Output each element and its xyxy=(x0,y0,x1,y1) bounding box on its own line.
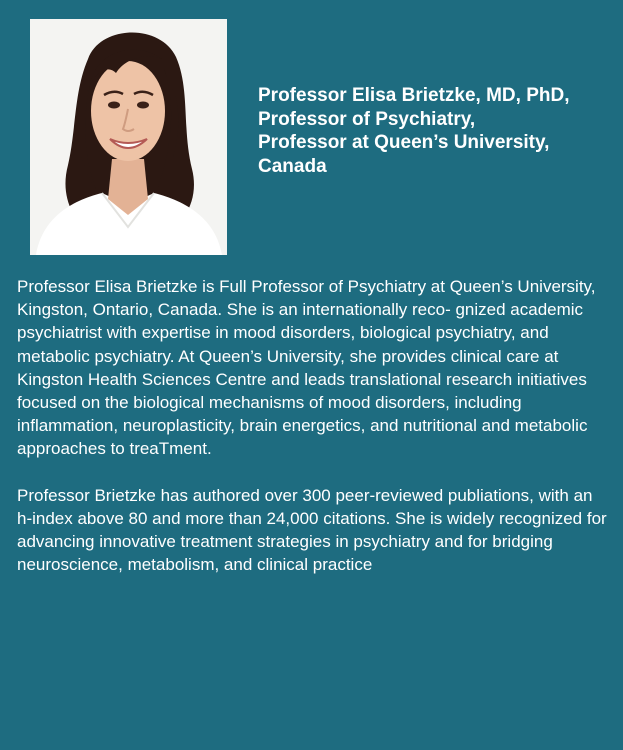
bio-paragraph: Professor Elisa Brietzke is Full Professor of Psychiatry at Queen’s University, Kingston, Ontario, Canada. She is an internationally reco- gnized academic psychiatrist with expertise in mood disorders, biological psychiatry, and metabolic psychiatry. At Queen’s University, she provides clinical care at Kingston Health Sciences Centre and leads translational research initiatives focused on the biological mechanisms of mood disorders, including inflammation, neuroplasticity, brain energetics, and nutritional and metabolic approaches to treaTment. xyxy=(17,277,596,459)
speaker-biography xyxy=(17,275,607,576)
bio-paragraph: Professor Brietzke has authored over 300 peer-reviewed publiations, with an h-index above 80 and more than 24,000 citations. She is widely recognized for advancing innovative treatment strategies in psychiatry and for bridging neuroscience, metabolism, and clinical practice xyxy=(17,485,607,575)
heading-country-line: Canada xyxy=(258,155,327,177)
speaker-portrait xyxy=(30,19,227,255)
heading-affiliation-line: Professor at Queen’s University, xyxy=(258,132,550,153)
speaker-heading xyxy=(258,84,618,178)
heading-name-line: Professor Elisa Brietzke, MD, PhD, xyxy=(258,85,570,106)
heading-title-line: Professor of Psychiatry, xyxy=(258,108,476,130)
